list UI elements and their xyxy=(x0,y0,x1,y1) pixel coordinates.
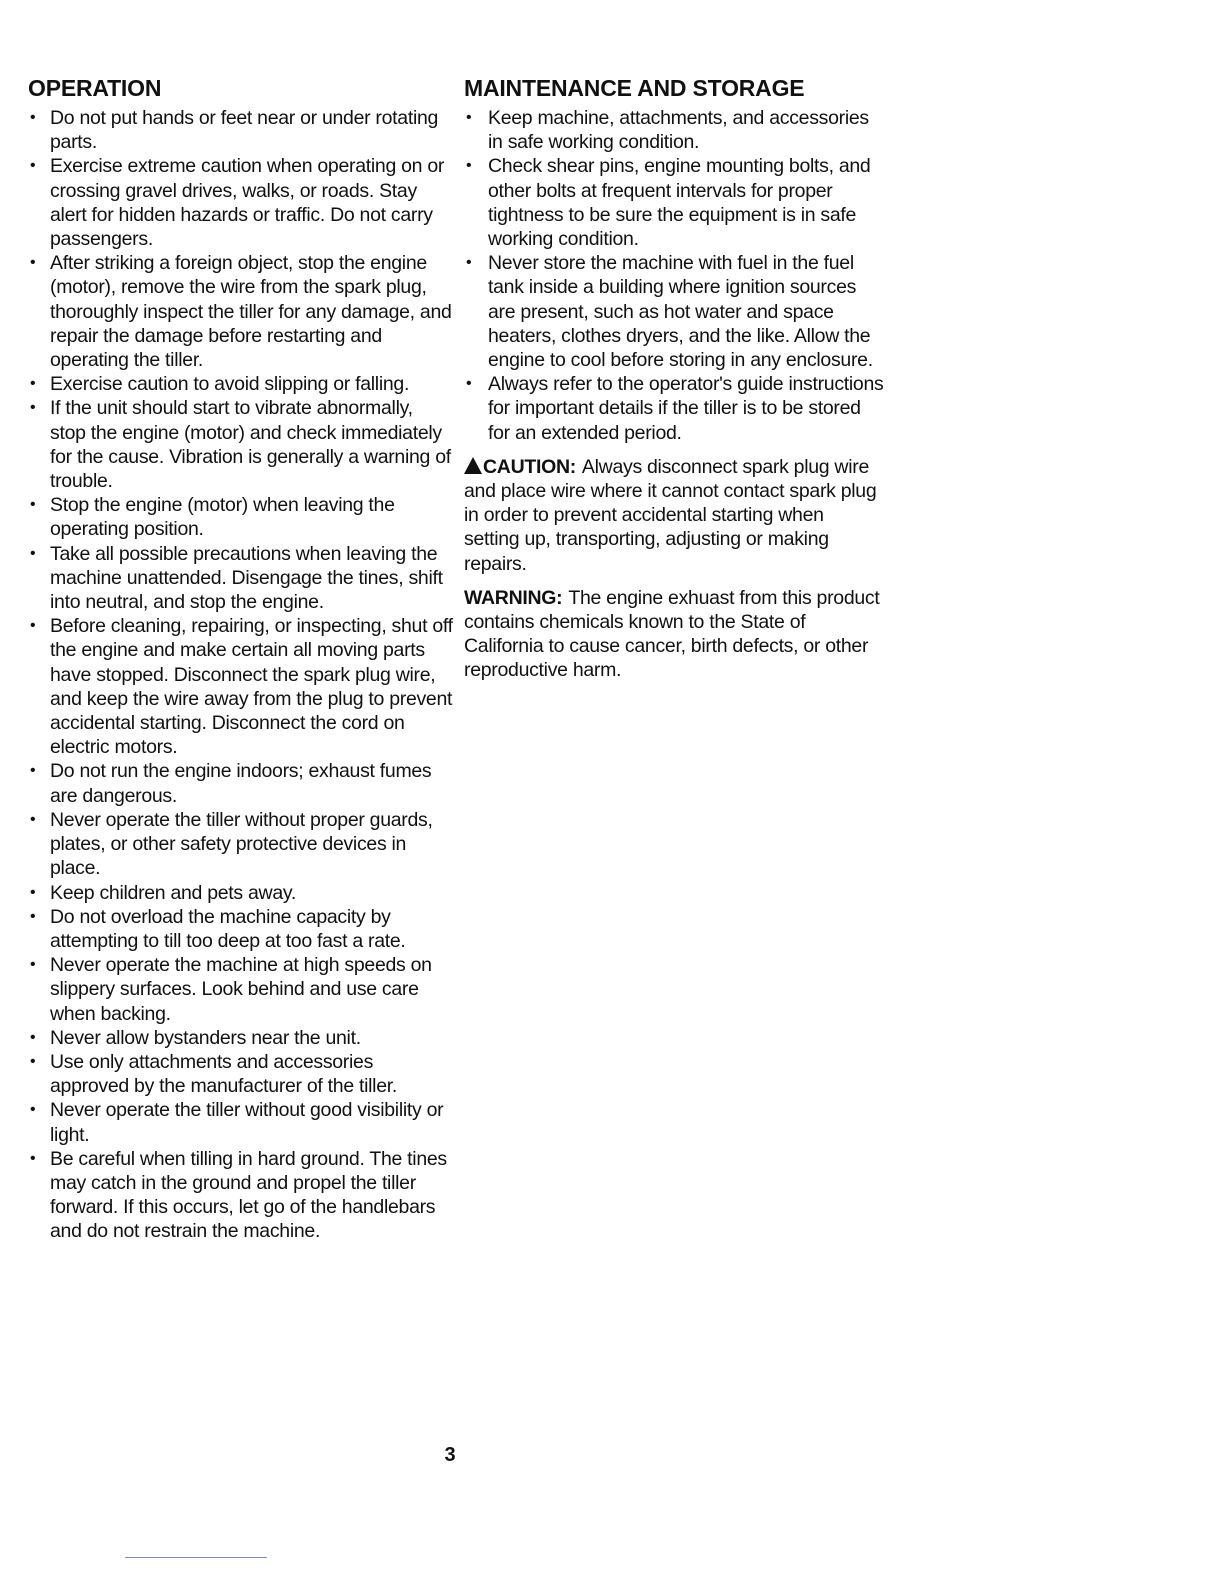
list-item xyxy=(28,808,453,881)
list-item xyxy=(28,881,453,905)
bullet-icon: • xyxy=(30,399,36,417)
list-item-text: Keep children and pets away. xyxy=(50,881,296,904)
list-item xyxy=(28,1147,453,1244)
list-item-text: Do not put hands or feet near or under rotating parts. xyxy=(50,107,439,154)
maintenance-list xyxy=(464,106,884,445)
warning-notice xyxy=(464,586,884,683)
list-item-text: Never operate the tiller without good visibility or light. xyxy=(50,1099,444,1146)
bullet-icon: • xyxy=(466,109,472,126)
list-item xyxy=(28,1050,453,1098)
list-item xyxy=(28,106,453,154)
bullet-icon: • xyxy=(30,1028,36,1046)
list-item-text: Do not run the engine indoors; exhaust fumes are dangerous. xyxy=(50,760,432,807)
list-item-text: Never operate the tiller without proper guards, plates, or other safety protective devices in place. xyxy=(50,808,433,880)
list-item xyxy=(464,106,884,154)
bullet-icon: • xyxy=(30,762,36,780)
list-item xyxy=(28,953,453,1026)
warning-triangle-icon xyxy=(464,457,482,474)
list-item-text: Exercise caution to avoid slipping or falling. xyxy=(50,373,410,396)
list-item-text: Do not overload the machine capacity by attempting to till too deep at too fast a rate. xyxy=(50,905,406,952)
operation-heading: OPERATION xyxy=(28,75,162,101)
list-item-text: After striking a foreign object, stop the engine (motor), remove the wire from the spark plug, thoroughly inspect the tiller for any damage, and repair the damage before restarting and operating the tiller. xyxy=(50,252,452,372)
list-item xyxy=(28,396,453,493)
list-item-text: Check shear pins, engine mounting bolts, and other bolts at frequent intervals for proper tightness to be sure the equipment is in safe working condition. xyxy=(488,155,871,251)
bullet-icon: • xyxy=(30,617,36,635)
list-item xyxy=(28,905,453,953)
bullet-icon: • xyxy=(30,375,36,393)
bullet-icon: • xyxy=(30,1052,36,1070)
list-item-text: Use only attachments and accessories approved by the manufacturer of the tiller. xyxy=(50,1050,397,1098)
list-item-text: Never operate the machine at high speeds on slippery surfaces. Look behind and use care when backing. xyxy=(50,954,432,1025)
list-item xyxy=(464,372,884,445)
caution-label: CAUTION: xyxy=(483,455,576,478)
bullet-icon: • xyxy=(30,956,36,974)
bullet-icon: • xyxy=(30,544,36,562)
bullet-icon: • xyxy=(30,1149,36,1167)
list-item-text: Never store the machine with fuel in the fuel tank inside a building where ignition sources are present, such as hot water and space heaters, clothes dryers, and the like. Allow the engine to cool before storing in any enclosure. xyxy=(488,252,873,372)
list-item-text: Be careful when tilling in hard ground. The tines may catch in the ground and propel the tiller forward. If this occurs, let go of the handlebars and do not restrain the machine. xyxy=(50,1147,447,1243)
bullet-icon: • xyxy=(466,375,472,393)
operation-list xyxy=(28,106,453,1244)
bullet-icon: • xyxy=(30,907,36,925)
list-item-text: Never allow bystanders near the unit. xyxy=(50,1026,361,1049)
list-item xyxy=(28,493,453,541)
maintenance-heading: MAINTENANCE AND STORAGE xyxy=(464,75,805,101)
maintenance-column xyxy=(464,74,884,683)
list-item-text: If the unit should start to vibrate abnormally, stop the engine (motor) and check immediately for the cause. Vibration is generally a warning of trouble. xyxy=(50,397,451,493)
list-item xyxy=(464,154,884,251)
list-item-text: Always refer to the operator's guide instructions for important details if the tiller is to be stored for an extended period. xyxy=(488,373,884,444)
bullet-icon: • xyxy=(30,254,36,272)
list-item xyxy=(28,1026,453,1050)
list-item-text: Keep machine, attachments, and accessories in safe working condition. xyxy=(488,107,869,154)
bullet-icon: • xyxy=(30,1101,36,1119)
caution-notice xyxy=(464,455,884,576)
list-item xyxy=(28,1098,453,1146)
warning-text: The engine exhuast from this product contains chemicals known to the State of California to cause cancer, birth defects, or other reproductive harm. xyxy=(464,586,880,682)
bullet-icon: • xyxy=(466,254,472,272)
list-item-text: Before cleaning, repairing, or inspecting, shut off the engine and make certain all moving parts have stopped. Disconnect the spark plug wire, and keep the wire away from the plug to prevent accidental starting. Disconnect the cord on electric motors. xyxy=(50,615,453,759)
bullet-icon: • xyxy=(30,496,36,514)
list-item-text: Take all possible precautions when leaving the machine unattended. Disengage the tines, shift into neutral, and stop the engine. xyxy=(50,542,443,614)
bullet-icon: • xyxy=(30,157,36,175)
bullet-icon: • xyxy=(30,810,36,828)
list-item xyxy=(28,372,453,396)
list-item xyxy=(28,154,453,251)
list-item xyxy=(28,759,453,807)
bullet-icon: • xyxy=(30,109,36,126)
bullet-icon: • xyxy=(466,157,472,175)
list-item xyxy=(464,251,884,372)
caution-text: Always disconnect spark plug wire and place wire where it cannot contact spark plug in order to prevent accidental starting when setting up, transporting, adjusting or making repairs. xyxy=(464,455,877,575)
page-number: 3 xyxy=(444,1444,456,1466)
warning-label: WARNING: xyxy=(464,586,563,609)
list-item xyxy=(28,542,453,615)
list-item-text: Stop the engine (motor) when leaving the operating position. xyxy=(50,494,395,541)
operation-column xyxy=(28,74,453,1244)
bullet-icon: • xyxy=(30,883,36,901)
footer-rule xyxy=(125,1557,267,1558)
list-item xyxy=(28,251,453,372)
list-item xyxy=(28,614,453,759)
list-item-text: Exercise extreme caution when operating on or crossing gravel drives, walks, or roads. Stay alert for hidden hazards or traffic. Do not carry passengers. xyxy=(50,155,445,251)
